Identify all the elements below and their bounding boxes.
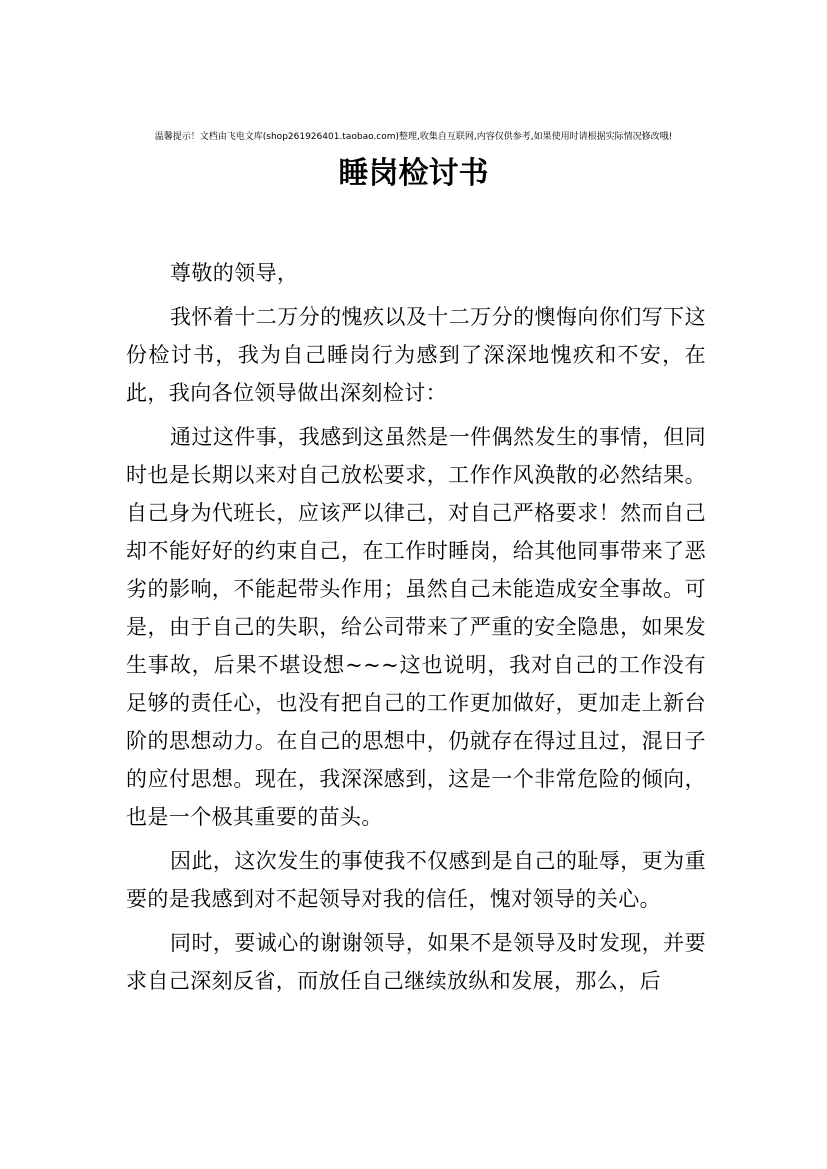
paragraph-4: 同时，要诚心的谢谢领导，如果不是领导及时发现，并要求自己深刻反省，而放任自己继续放纵和发展，那么，后	[126, 931, 706, 993]
paragraph-3: 因此，这次发生的事使我不仅感到是自己的耻辱，更为重要的是我感到对不起领导对我的信任，愧对领导的关心。	[126, 849, 706, 911]
paragraph-2: 通过这件事，我感到这虽然是一件偶然发生的事情，但同时也是长期以来对自己放松要求，工作作风涣散的必然结果。自己身为代班长，应该严以律己，对自己严格要求！然而自己却不能好好的约束自己，在工作时睡岗，给其他同事带来了恶劣的影响，不能起带头作用；虽然自己未能造成安全事故。可是，由于自己的失职，给公司带来了严重的安全隐患，如果发生事故，后果不堪设想~~~这也说明，我对自己的工作没有足够的责任心，也没有把自己的工作更加做好，更加走上新台阶的思想动力。在自己的思想中，仍就存在得过且过，混日子的应付思想。现在，我深深感到，这是一个非常危险的倾向，也是一个极其重要的苗头。	[126, 425, 706, 829]
header-notice: 温馨提示！文档由飞电文库(shop261926401.taobao.com)整理,收集自互联网,内容仅供参考,如果使用时请根据实际情况修改哦!	[154, 132, 673, 142]
document-body	[126, 254, 706, 1000]
paragraph-salutation: 尊敬的领导，	[170, 261, 299, 285]
document-title: 睡岗检讨书	[338, 156, 489, 191]
paragraph-1: 我怀着十二万分的愧疚以及十二万分的懊悔向你们写下这份检讨书，我为自己睡岗行为感到了深深地愧疚和不安，在此，我向各位领导做出深刻检讨：	[126, 305, 706, 405]
